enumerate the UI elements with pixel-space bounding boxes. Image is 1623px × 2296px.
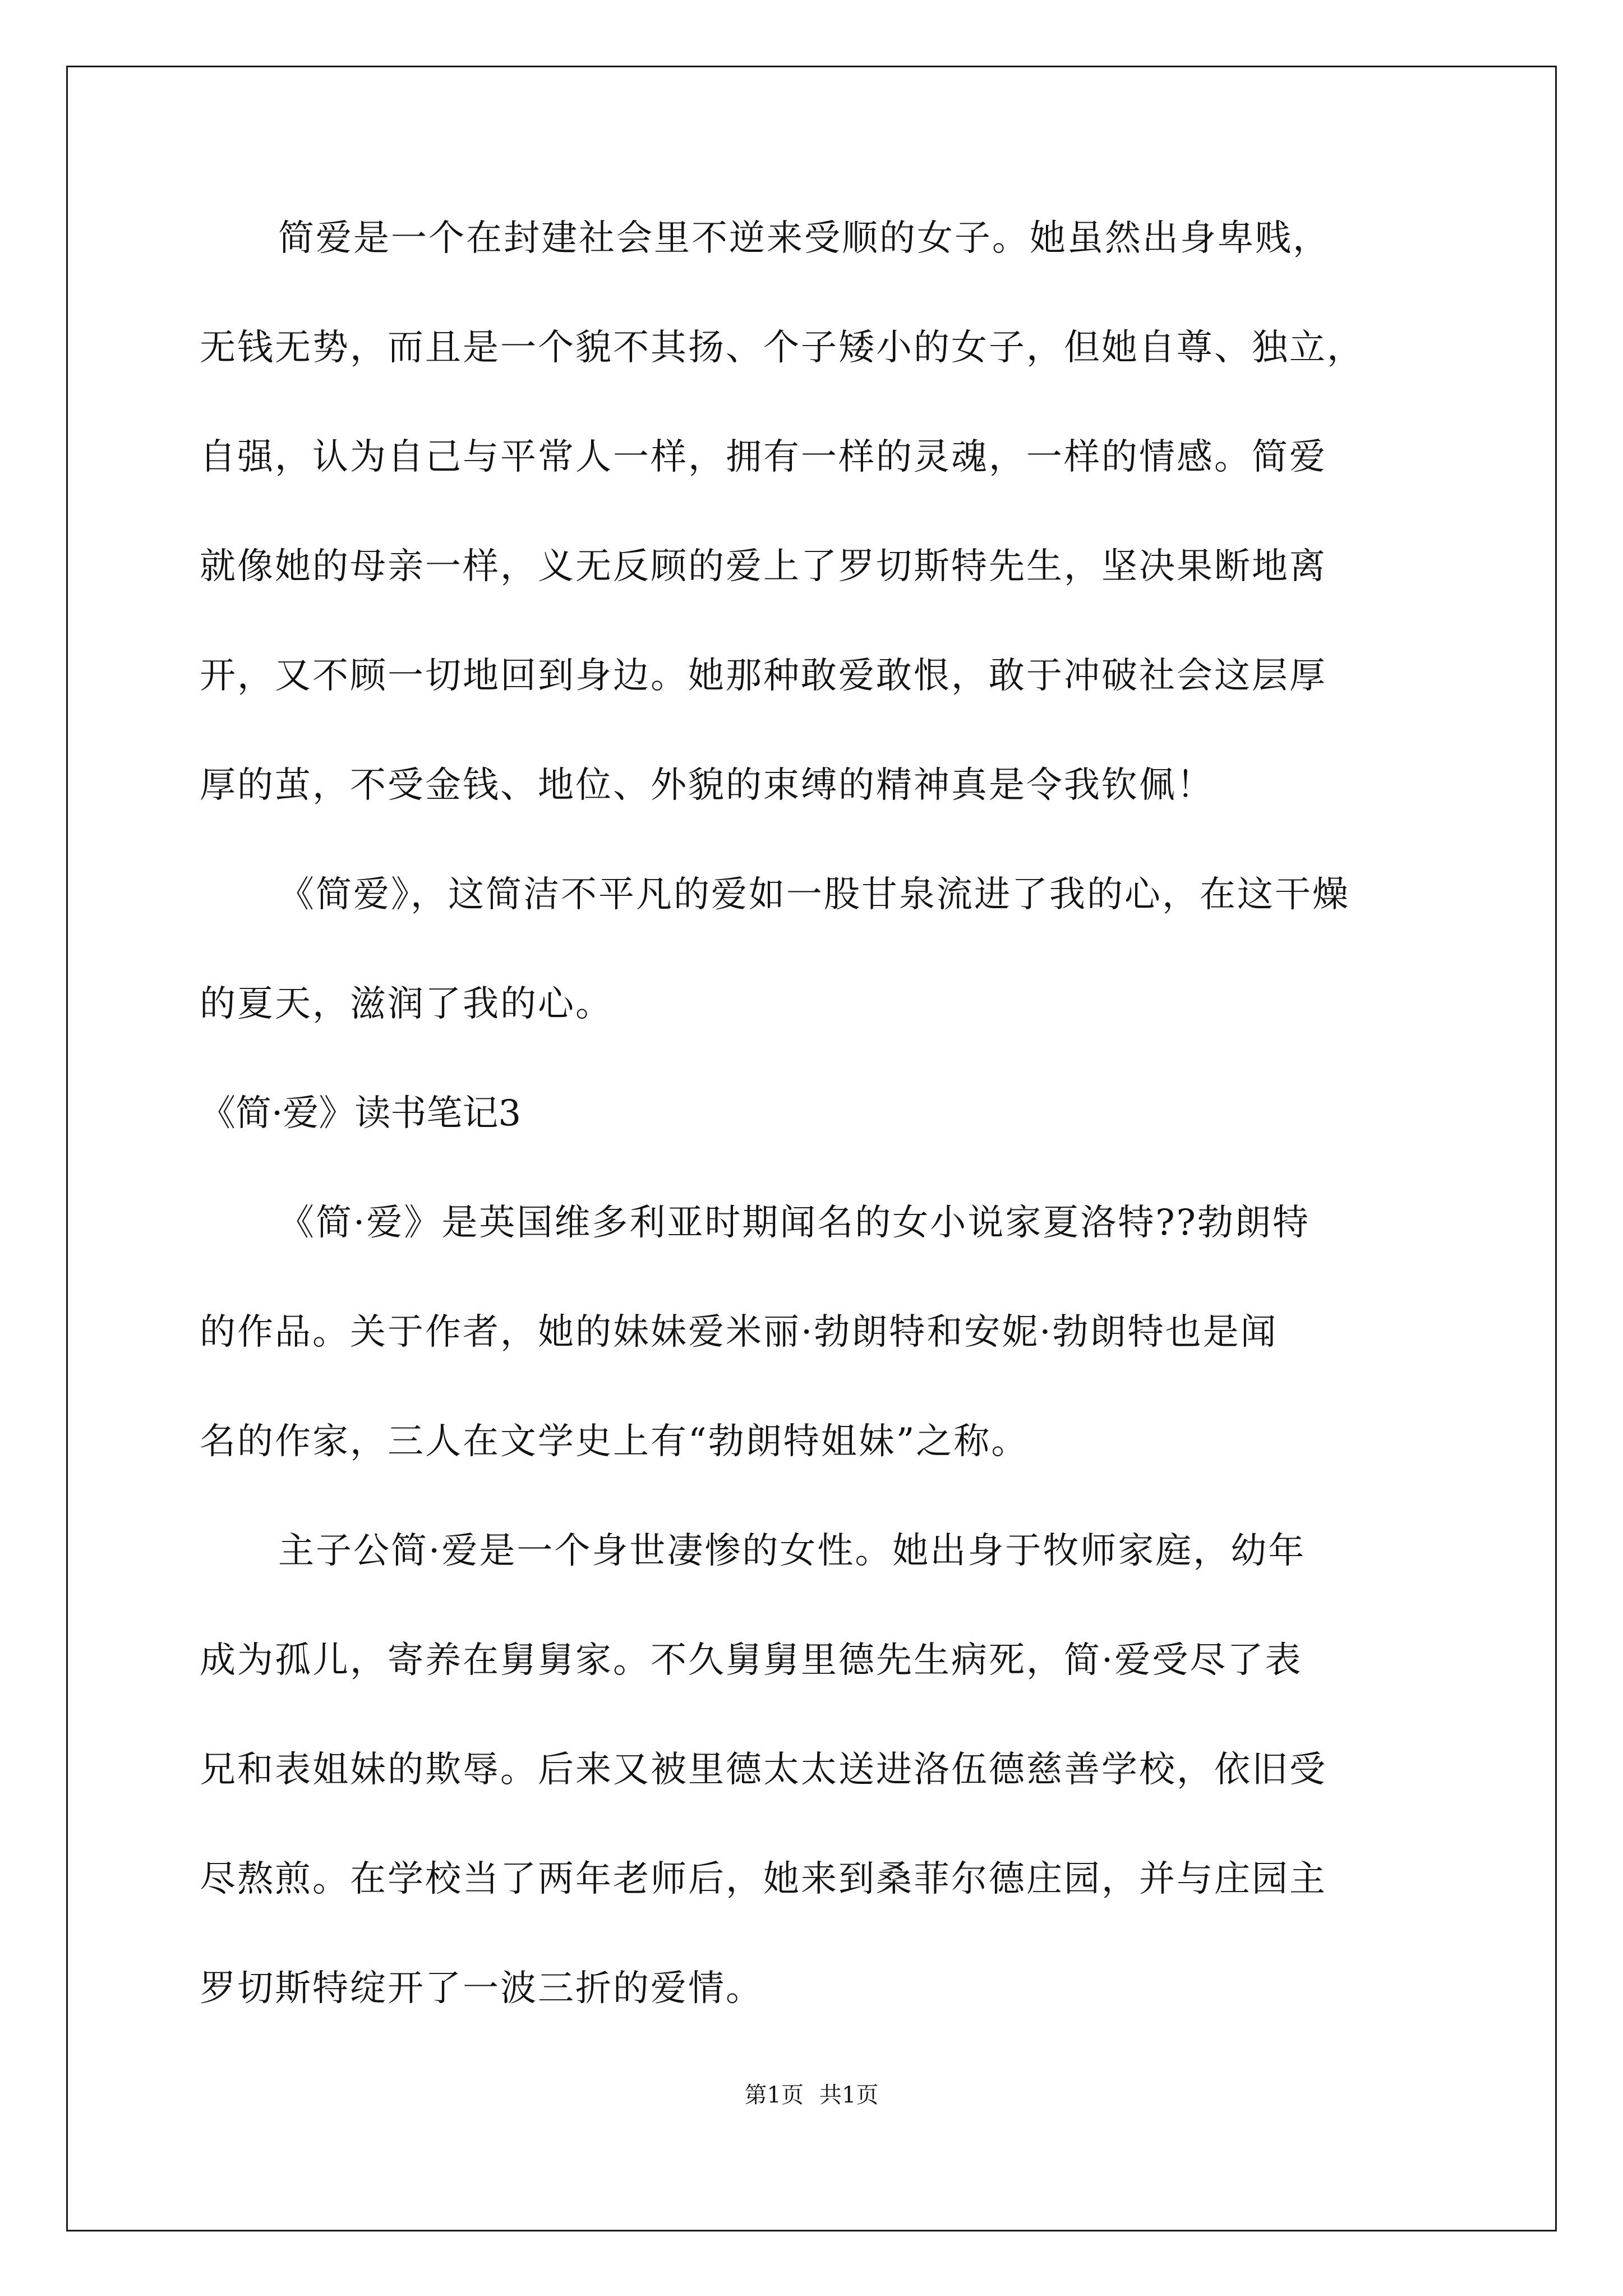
paragraph-4-line-2: 成为孤儿，寄养在舅舅家。不久舅舅里德先生病死，简·爱受尽了表: [200, 1640, 1303, 1681]
page-number-current: 第1页: [744, 2082, 804, 2108]
paragraph-1-line-1: 简爱是一个在封建社会里不逆来受顺的女子。她虽然出身卑贱，: [278, 218, 1330, 259]
section-heading: 《简·爱》读书笔记3: [200, 1093, 522, 1134]
paragraph-2-line-2: 的夏天，滋润了我的心。: [200, 983, 613, 1025]
paragraph-3-line-1: 《简·爱》是英国维多利亚时期闻名的女小说家夏洛特??勃朗特: [278, 1202, 1310, 1244]
paragraph-2-line-1: 《简爱》，这简洁不平凡的爱如一股甘泉流进了我的心，在这干燥: [278, 874, 1350, 915]
paragraph-4-line-5: 罗切斯特绽开了一波三折的爱情。: [200, 1968, 763, 2009]
paragraph-4-line-4: 尽熬煎。在学校当了两年老师后，她来到桑菲尔德庄园，并与庄园主: [200, 1858, 1327, 1900]
page-footer: [0, 2078, 1623, 2112]
paragraph-1-line-2: 无钱无势，而且是一个貌不其扬、个子矮小的女子，但她自尊、独立，: [200, 327, 1364, 369]
paragraph-1-line-4: 就像她的母亲一样，义无反顾的爱上了罗切斯特先生，坚决果断地离: [200, 546, 1327, 587]
paragraph-1-line-3: 自强，认为自己与平常人一样，拥有一样的灵魂，一样的情感。简爱: [200, 436, 1327, 478]
paragraph-1-line-5: 开，又不顾一切地回到身边。她那种敢爱敢恨，敢于冲破社会这层厚: [200, 655, 1327, 697]
page-number-total: 共1页: [819, 2082, 879, 2108]
paragraph-1-line-6: 厚的茧，不受金钱、地位、外貌的束缚的精神真是令我钦佩！: [200, 765, 1214, 806]
paragraph-3-line-2: 的作品。关于作者，她的妹妹爱米丽·勃朗特和安妮·勃朗特也是闻: [200, 1312, 1278, 1353]
paragraph-4-line-3: 兄和表姐妹的欺辱。后来又被里德太太送进洛伍德慈善学校，依旧受: [200, 1749, 1327, 1791]
paragraph-4-line-1: 主子公简·爱是一个身世凄惨的女性。她出身于牧师家庭，幼年: [278, 1530, 1306, 1572]
paragraph-3-line-3: 名的作家，三人在文学史上有“勃朗特姐妹”之称。: [200, 1421, 1029, 1462]
